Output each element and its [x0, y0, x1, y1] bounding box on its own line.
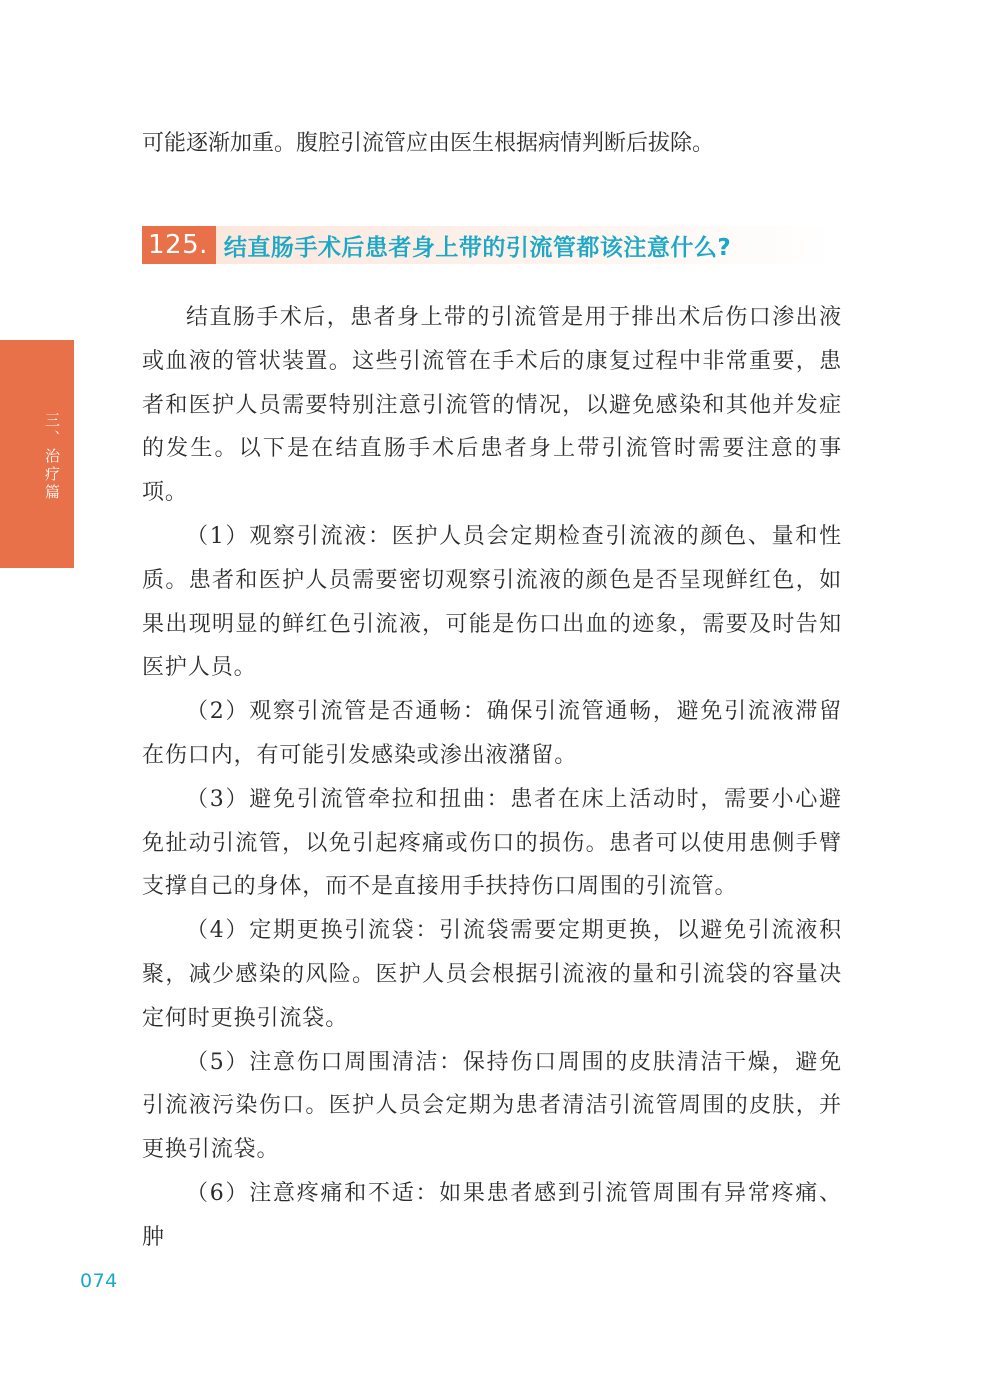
body-text	[142, 296, 842, 1260]
section-heading	[142, 226, 832, 264]
paragraph-item-2: （2）观察引流管是否通畅：确保引流管通畅，避免引流液滞留在伤口内，有可能引发感染或渗出液潴留。	[142, 699, 842, 768]
chapter-side-label: 三、治疗篇	[43, 412, 61, 502]
paragraph-item-3: （3）避免引流管牵拉和扭曲：患者在床上活动时，需要小心避免扯动引流管，以免引起疼痛或伤口的损伤。患者可以使用患侧手臂支撑自己的身体，而不是直接用手扶持伤口周围的引流管。	[142, 786, 842, 900]
section-number: 125.	[142, 226, 216, 264]
continuation-paragraph: 可能逐渐加重。腹腔引流管应由医生根据病情判断后拔除。	[142, 131, 715, 156]
paragraph-intro: 结直肠手术后，患者身上带的引流管是用于排出术后伤口渗出液或血液的管状装置。这些引流管在手术后的康复过程中非常重要，患者和医护人员需要特别注意引流管的情况，以避免感染和其他并发症的发生。以下是在结直肠手术后患者身上带引流管时需要注意的事项。	[142, 305, 842, 506]
paragraph-item-4: （4）定期更换引流袋：引流袋需要定期更换，以避免引流液积聚，减少感染的风险。医护人员会根据引流液的量和引流袋的容量决定何时更换引流袋。	[142, 918, 842, 1031]
paragraph-item-5: （5）注意伤口周围清洁：保持伤口周围的皮肤清洁干燥，避免引流液污染伤口。医护人员会定期为患者清洁引流管周围的皮肤，并更换引流袋。	[142, 1049, 842, 1163]
paragraph-item-1: （1）观察引流液：医护人员会定期检查引流液的颜色、量和性质。患者和医护人员需要密切观察引流液的颜色是否呈现鲜红色，如果出现明显的鲜红色引流液，可能是伤口出血的迹象，需要及时告知医护人员。	[142, 523, 842, 681]
page-number: 074	[80, 1270, 118, 1292]
paragraph-item-6: （6）注意疼痛和不适：如果患者感到引流管周围有异常疼痛、肿	[142, 1180, 842, 1250]
section-title: 结直肠手术后患者身上带的引流管都该注意什么?	[223, 234, 732, 261]
chapter-side-tab	[0, 340, 74, 568]
